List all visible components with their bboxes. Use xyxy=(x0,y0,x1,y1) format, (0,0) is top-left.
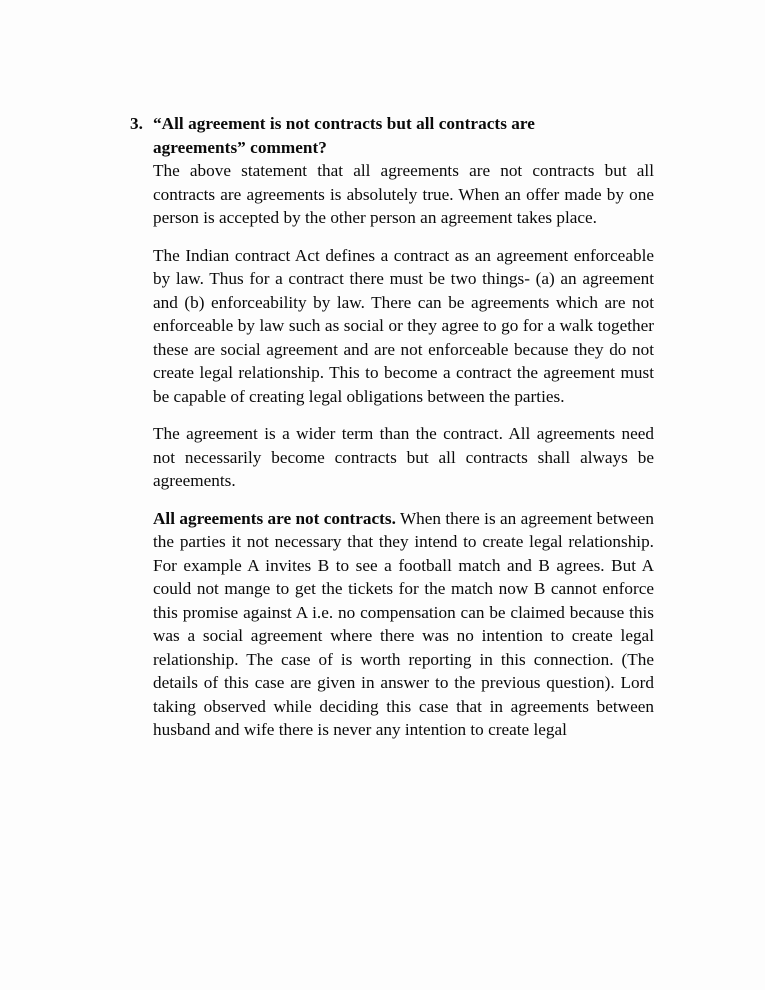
paragraph-4 xyxy=(153,507,654,742)
paragraph-1: The above statement that all agreements are not contracts but all contracts are agreements is absolutely true. When an offer made by one person is accepted by the other person an agreement takes place. xyxy=(153,161,654,227)
answer-body xyxy=(153,159,654,742)
question-number: 3. xyxy=(130,114,143,133)
question-heading xyxy=(130,112,631,159)
paragraph-4-lead-bold: All agreements are not contracts. xyxy=(153,508,396,528)
page-content xyxy=(130,112,654,742)
paragraph-4-text: When there is an agreement between the parties it not necessary that they intend to create legal relationship. For example A invites B to see a football match and B agrees. But A could not mange to get the tickets for the match now B cannot enforce this promise against A i.e. no compensation can be claimed because this was a social agreement where there was no intention to create legal relationship. The case of is worth reporting in this connection. (The details of this case are given in answer to the previous question). Lord taking observed while deciding this case that in agreements between husband and wife there is never any intention to create legal xyxy=(153,508,654,739)
paragraph-3: The agreement is a wider term than the contract. All agreements need not necessarily become contracts but all contracts shall always be agreements. xyxy=(153,424,654,490)
paragraph-2: The Indian contract Act defines a contract as an agreement enforceable by law. Thus for a contract there must be two things- (a) an agreement and (b) enforceability by law. There can be agreements which are not enforceable by law such as social or they agree to go for a walk together these are social agreement and are not enforceable because they do not create legal relationship. This to become a contract the agreement must be capable of creating legal obligations between the parties. xyxy=(153,245,654,406)
question-title-text: “All agreement is not contracts but all contracts are agreements” comment? xyxy=(153,114,535,157)
